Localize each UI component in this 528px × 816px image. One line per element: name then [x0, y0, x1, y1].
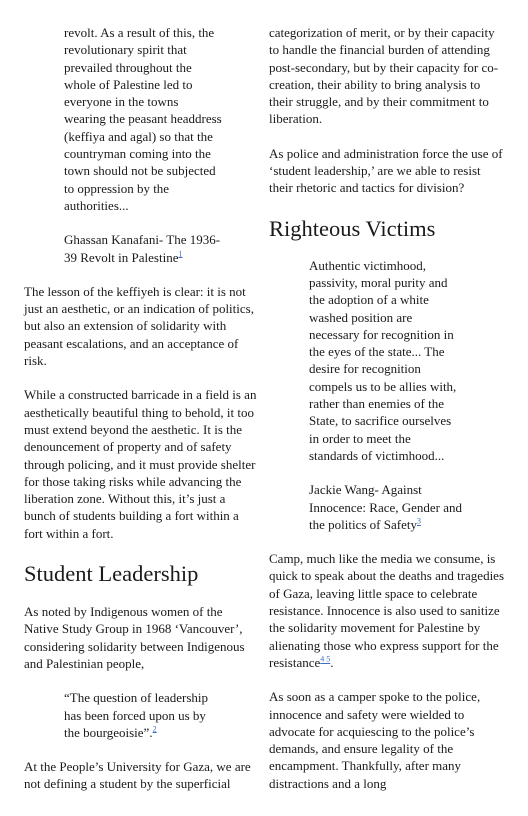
- barricade-paragraph: While a constructed barricade in a field is an aesthetically beautiful thing to behold, it too must extend beyond the aesthetic. It is the denouncement of property and of safety through policing, and it must provide shelter for those taking risks while advancing the liberation zone. Without this, it’s just a bunch of students building a fort within a fort within a fort.: [24, 387, 257, 541]
- peoples-university-paragraph: At the People’s University for Gaza, we are not defining a student by the superficial: [24, 759, 251, 792]
- police-question-paragraph: As police and administration force the use of ‘student leadership,’ are we able to resist their rhetoric and tactics for division?: [269, 145, 503, 196]
- kanafani-citation: [24, 231, 224, 266]
- footnote-link[interactable]: 2: [152, 724, 157, 734]
- paragraph-end: .: [330, 654, 334, 670]
- native-study-paragraph: As noted by Indigenous women of the Native Study Group in 1968 ‘Vancouver’, considering solidarity between Indigenous and Palestinian people,: [24, 604, 245, 671]
- paragraph-text: Camp, much like the media we consume, is quick to speak about the deaths and tragedies of Gaza, leaving little space to celebrate resistance. Innocence is also used to sanitize the solidarity movement for Palestine by alienating those who express support for the resistance: [269, 551, 505, 670]
- leadership-quote: [24, 689, 214, 741]
- footnote-link[interactable]: 3: [416, 516, 421, 526]
- camper-police-paragraph: As soon as a camper spoke to the police, innocence and safety were wielded to advocate for acquiescing to the police’s demands, and ensure legality of the encampment. Thankfully, after many distractions and a long: [269, 689, 481, 791]
- wang-quote: Authentic victimhood, passivity, moral purity and the adoption of a white washed position are necessary for recognition in the eyes of the state... The desire for recognition compels us to be allies with, rather than enemies of the State, to sacrifice ourselves in order to meet the standards of victimhood...: [309, 257, 457, 463]
- section-heading-righteous-victims: Righteous Victims: [269, 215, 436, 241]
- wang-citation: [269, 481, 469, 533]
- kanafani-quote: revolt. As a result of this, the revolutionary spirit that prevailed throughout the whole of Palestine led to everyone in the towns wearing the peasant headdress (keffiya and agal) so that the countryman coming into the town should not be subjected to oppression by the authorities...: [64, 25, 222, 213]
- quote-text: “The question of leadership has been forced upon us by the bourgeoisie”.: [64, 690, 209, 740]
- footnote-link[interactable]: 4 5: [320, 654, 331, 664]
- camp-media-paragraph: [269, 550, 505, 671]
- right-column: [269, 24, 505, 792]
- citation-text: Jackie Wang- Against Innocence: Race, Gender and the politics of Safety: [309, 482, 463, 532]
- citation-text: Ghassan Kanafani- The 1936-39 Revolt in Palestine: [64, 232, 221, 265]
- keffiyeh-paragraph: The lesson of the keffiyeh is clear: it is not just an aesthetic, or an indication of politics, but also an extension of solidarity with peasant escalations, and an acceptance of risk.: [24, 283, 254, 369]
- footnote-link[interactable]: 1: [178, 249, 183, 259]
- categorization-paragraph: categorization of merit, or by their capacity to handle the financial burden of attending post-secondary, but by their capacity for co-creation, their ability to bring analysis to their struggle, and by their commitment to liberation.: [269, 25, 499, 127]
- left-column: [24, 24, 260, 793]
- section-heading-student-leadership: Student Leadership: [24, 561, 199, 587]
